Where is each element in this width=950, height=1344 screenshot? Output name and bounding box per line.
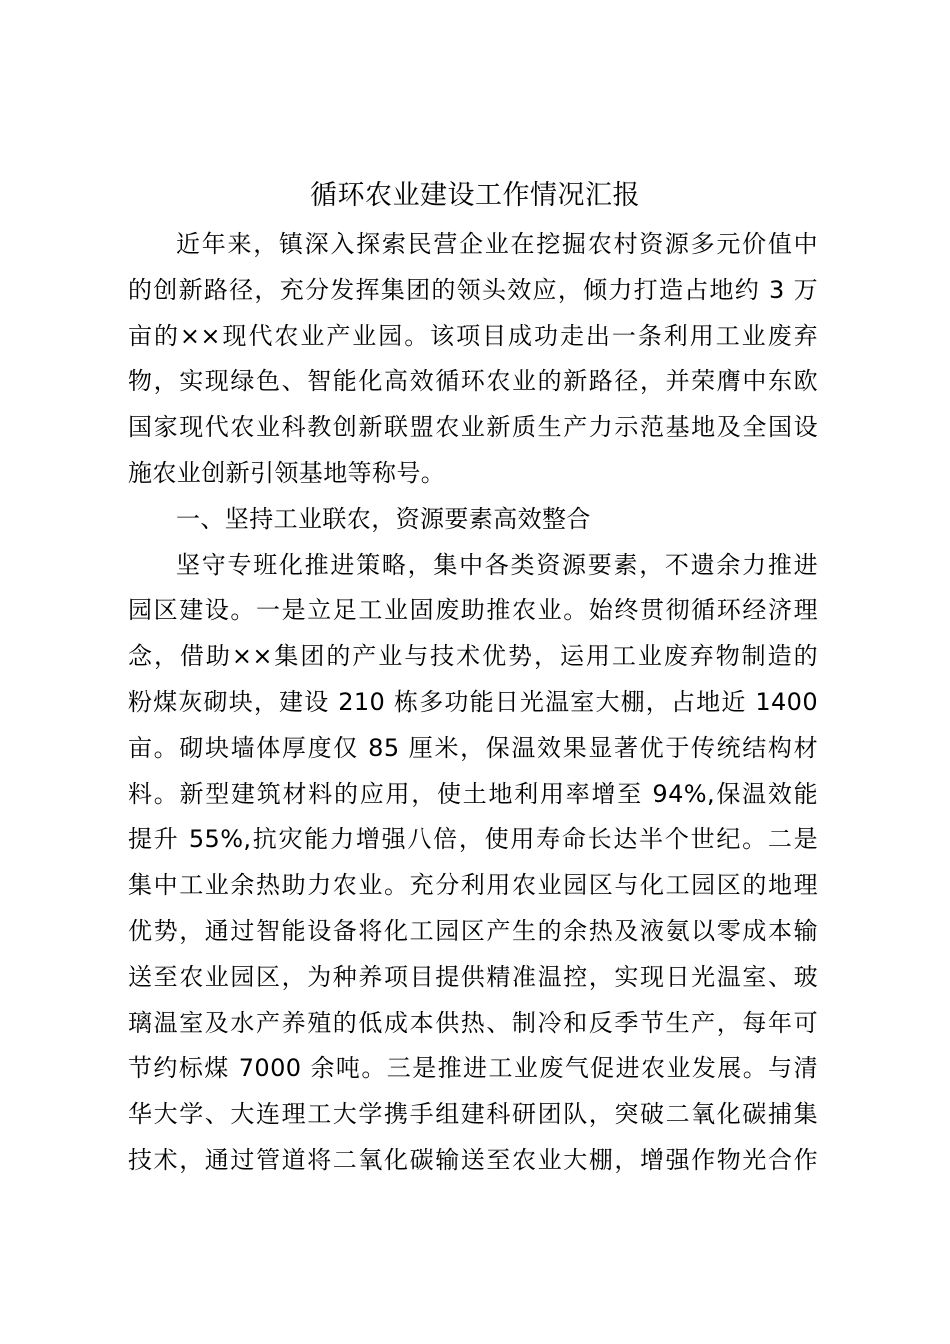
document-title: 循环农业建设工作情况汇报	[310, 180, 640, 211]
paragraph-line: 节约标煤 7000 余吨。三是推进工业废气促进农业发展。与清	[128, 1054, 818, 1083]
paragraph-line: 物，实现绿色、智能化高效循环农业的新路径，并荣膺中东欧	[128, 367, 818, 396]
paragraph-line: 优势，通过智能设备将化工园区产生的余热及液氨以零成本输	[128, 916, 818, 945]
paragraph-line: 璃温室及水产养殖的低成本供热、制冷和反季节生产，每年可	[128, 1008, 818, 1037]
paragraph-line: 华大学、大连理工大学携手组建科研团队，突破二氧化碳捕集	[128, 1100, 818, 1129]
paragraph-line: 园区建设。一是立足工业固废助推农业。始终贯彻循环经济理	[128, 596, 818, 625]
paragraph-line: 技术，通过管道将二氧化碳输送至农业大棚，增强作物光合作	[128, 1145, 818, 1174]
paragraph-line: 亩的××现代农业产业园。该项目成功走出一条利用工业废弃	[128, 321, 818, 350]
paragraph-line: 粉煤灰砌块，建设 210 栋多功能日光温室大棚，占地近 1400	[128, 687, 818, 716]
paragraph-line: 集中工业余热助力农业。充分利用农业园区与化工园区的地理	[128, 871, 818, 900]
section-heading: 一、坚持工业联农，资源要素高效整合	[176, 504, 591, 533]
paragraph-line: 国家现代农业科教创新联盟农业新质生产力示范基地及全国设	[128, 413, 818, 442]
paragraph-line: 近年来，镇深入探索民营企业在挖掘农村资源多元价值中	[176, 230, 818, 258]
paragraph-line: 念，借助××集团的产业与技术优势，运用工业废弃物制造的	[128, 642, 818, 671]
paragraph-line: 料。新型建筑材料的应用，使土地利用率增至 94%,保温效能	[128, 779, 818, 808]
paragraph-line: 提升 55%,抗灾能力增强八倍，使用寿命长达半个世纪。二是	[128, 825, 818, 854]
paragraph-line: 施农业创新引领基地等称号。	[128, 458, 446, 487]
paragraph-line: 送至农业园区，为种养项目提供精准温控，实现日光温室、玻	[128, 962, 818, 991]
paragraph-line: 的创新路径，充分发挥集团的领头效应，倾力打造占地约 3 万	[128, 275, 818, 304]
paragraph-line: 坚守专班化推进策略，集中各类资源要素，不遗余力推进	[176, 550, 818, 579]
paragraph-line: 亩。砌块墙体厚度仅 85 厘米，保温效果显著优于传统结构材	[128, 733, 818, 762]
document-body	[128, 222, 818, 1184]
